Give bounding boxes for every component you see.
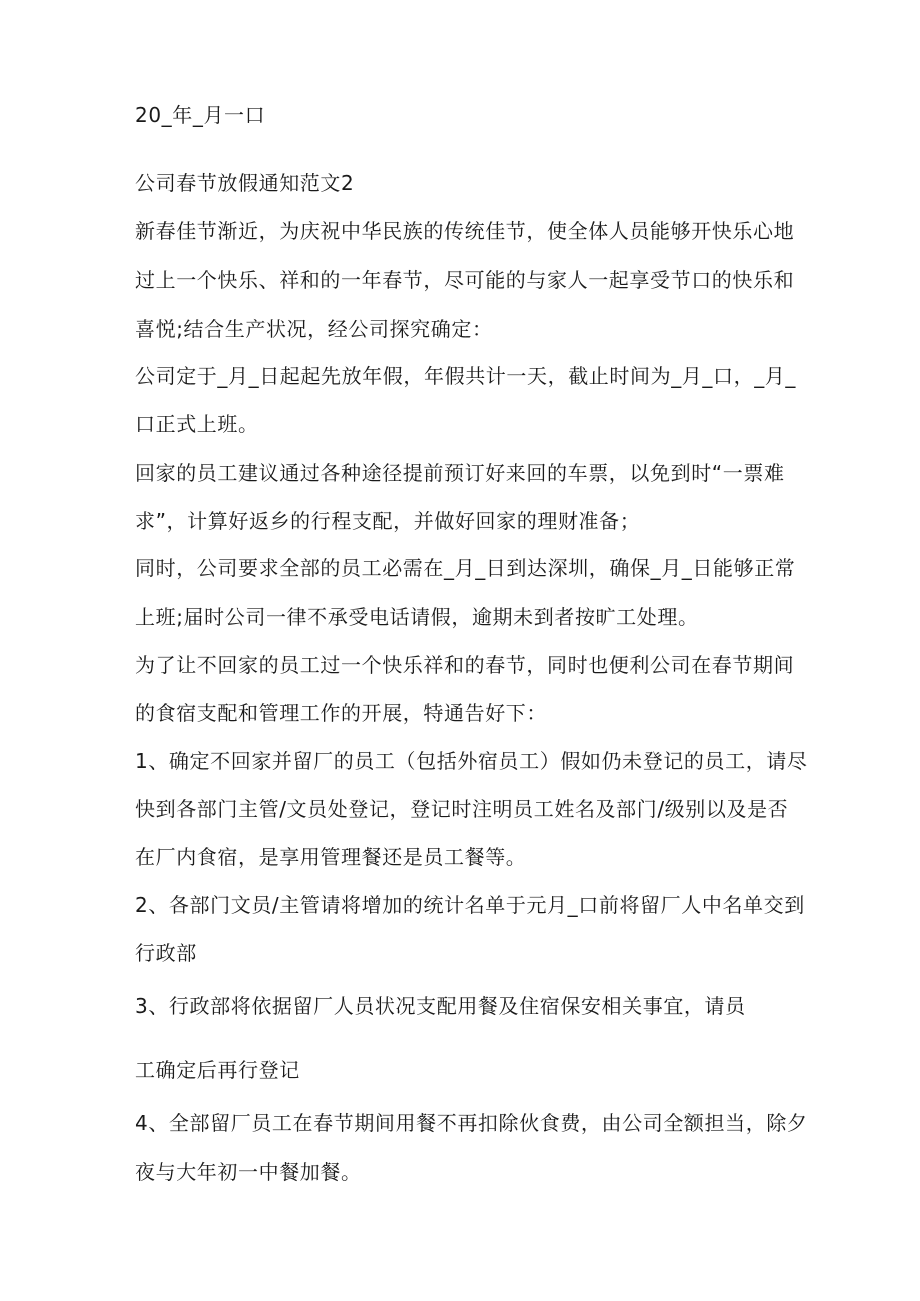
list-item-2-line-2: 行政部 [135,941,197,965]
paragraph-line-9: 上班;届时公司一律不承受电话请假，逾期未到者按旷工处理。 [135,605,699,629]
paragraph-line-5: 口正式上班。 [135,412,259,436]
paragraph-line-1: 新春佳节渐近，为庆祝中华民族的传统佳节，使全体人员能够开快乐心地 [135,219,795,243]
section-title: 公司春节放假通知范文2 [135,171,355,195]
list-item-1-line-2: 快到各部门主管/文员处登记，登记时注明员工姓名及部门/级别以及是否 [135,797,789,821]
date-line: 20_年_月一口 [135,103,266,127]
paragraph-line-11: 的食宿支配和管理工作的开展，特通告好下： [135,701,547,725]
paragraph-line-2: 过上一个快乐、祥和的一年春节，尽可能的与家人一起享受节口的快乐和 [135,268,795,292]
list-item-4-line-1: 4、全部留厂员工在春节期间用餐不再扣除伙食费，由公司全额担当，除夕 [135,1111,808,1135]
paragraph-line-8: 同时，公司要求全部的员工必需在_月_日到达深圳，确保_月_日能够正常 [135,556,796,580]
list-item-4-line-2: 夜与大年初一中餐加餐。 [135,1160,362,1184]
list-item-3-line-1: 3、行政部将依据留厂人员状况支配用餐及住宿保安相关事宜，请员 [135,994,746,1018]
paragraph-line-6: 回家的员工建议通过各种途径提前预订好来回的车票，以免到时“一票难 [135,461,785,485]
list-item-1-line-1: 1、确定不回家并留厂的员工（包括外宿员工）假如仍未登记的员工，请尽 [135,749,808,773]
list-item-2-line-1: 2、各部门文员/主管请将增加的统计名单于元月_口前将留厂人中名单交到 [135,893,805,917]
paragraph-line-7: 求”，计算好返乡的行程支配，并做好回家的理财准备； [135,509,641,533]
list-item-3-line-2: 工确定后再行登记 [135,1058,300,1082]
list-item-1-line-3: 在厂内食宿，是享用管理餐还是员工餐等。 [135,845,527,869]
paragraph-line-3: 喜悦;结合生产状况，经公司探究确定： [135,317,493,341]
paragraph-line-10: 为了让不回家的员工过一个快乐祥和的春节，同时也便利公司在春节期间 [135,653,795,677]
paragraph-line-4: 公司定于_月_日起起先放年假，年假共计一天，截止时间为_月_口，_月_ [135,364,796,388]
